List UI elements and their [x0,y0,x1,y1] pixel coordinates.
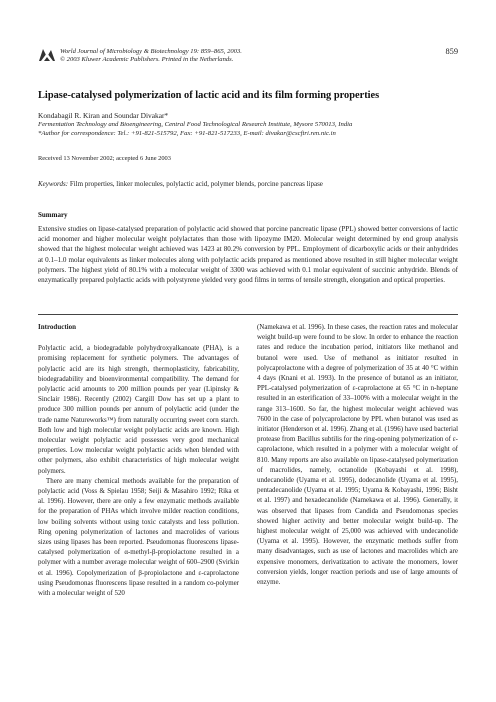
copyright-line: © 2003 Kluwer Academic Publishers. Printed in the Netherlands. [60,56,234,64]
page-number: 859 [445,47,458,56]
intro-paragraph: (Namekawa et al. 1996). In these cases, the reaction rates and molecular weight build-up were found to be slow. In order to enhance the reaction rates and reduce the incubation period, initiators like methanol and butanol were used. Use of methanol as initiator resulted in polycaprolactone with a degree of polymerization of 35 at 40 °C within 4 days (Knani et al. 1993). In the presence of butanol as an initiator, PPL-catalysed polymerization of ε-caprolactone at 65 °C in n-heptane resulted in an esterification of 33–100% with a molecular weight in the range 313–1600. So far, the highest molecular weight achieved was 7600 in the case of polycaprolactone by PPL when butanol was used as initiator (Henderson et al. 1996). Zhang et al. (1996) have used bacterial protease from Bacillus subtilis for the ring-opening polymerization of ε-caprolactone, which resulted in a polymer with a molecular weight of 810. Many reports are also available on lipase-catalysed polymerization of macrolides, namely, octanolide (Kobayashi et al. 1998), undecanolide (Uyama et al. 1995), dodecanolide (Uyama et al. 1995), pentadecanolide (Uyama et al. 1995; Uyama & Kobayashi, 1996; Bisht et al. 1997) and hexadecanolide (Namekawa et al. 1996). Generally, it was observed that lipases from Candida and Pseudomonas species showed higher activity and better molecular weight build-up. The highest molecular weight of 25,000 was achieved with undecanolide (Uyama et al. 1995). However, the enzymatic methods suffer from many disadvantages, such as use of lactones and macrolides which are expensive monomers, derivatization to activate the monomers, lower conversion yields, longer reaction periods and use of large amounts of enzyme. [257,323,458,587]
author-affiliation [38,121,468,138]
left-column [38,322,239,598]
journal-header [38,47,458,73]
intro-paragraph: Polylactic acid, a biodegradable polyhydroxyalkanoate (PHA), is a promising replacement for synthetic polymers. The advantages of polylactic acid are its high strength, thermoplasticity, fabricability, biodegradability and bioenvironmental compatibility. The demand for polylactic acid amounts to 200 million pounds per year (Lipinsky & Sinclair 1986). Recently (2002) Cargill Dow has set up a plant to produce 300 million pounds per annum of polylactic acid (under the trade name Natureworks™) from naturally occurring sweet corn starch. Both low and high molecular weight polylactic acids are known. High molecular weight polylactic acid possesses very good mechanical properties. Low molecular weight polylactic acids when blended with other polymers, also exhibit characteristics of high molecular weight polymers. [38,344,239,475]
summary-heading: Summary [38,211,68,219]
section-divider [38,314,458,315]
keywords-list: Film properties, linker molecules, polylactic acid, polymer blends, porcine pancreas lipase [69,180,323,188]
article-title: Lipase-catalysed polymerization of lactic acid and its film forming properties [38,90,380,101]
article-authors: Kondabagil R. Kiran and Soundar Divakar* [38,111,169,120]
correspondence-line: *Author for correspondence: Tel.: +91-821-515792, Fax: +91-821-517233, E-mail: divakar@cscftri.ren.nic.in [38,129,336,137]
right-column [257,322,458,587]
affiliation-line: Fermentation Technology and Bioengineering, Central Food Technological Research Institute, Mysore 570013, India [38,121,353,128]
keywords-label: Keywords: [38,180,69,188]
journal-citation [60,48,242,65]
keywords [38,180,458,188]
received-date: Received 13 November 2002; accepted 6 June 2003 [38,155,171,162]
publisher-logo-icon [38,47,56,63]
intro-paragraph: There are many chemical methods available for the preparation of polylactic acid (Voss & Spielau 1958; Seiji & Masahiro 1992; Rika et al. 1996). However, there are only a few enzymatic methods available for the preparation of PHAs which involve milder reaction conditions, low boiling solvents without using toxic catalysts and less pollution. Ring opening polymerization of lactones and macrolides of various sizes using lipases has been reported. Pseudomonas fluorescens lipase-catalysed polymerization of α-methyl-β-propiolactone resulted in a polymer with a number average molecular weight of 600–2900 (Svirkin et al. 1996). Copolymerization of β-propiolactone and ε-caprolactone using Pseudomonas fluorescens lipase resulted in a random co-polymer with a molecular weight of 520 [38,476,239,598]
summary-text: Extensive studies on lipase-catalysed preparation of polylactic acid showed that porcine pancreatic lipase (PPL) showed better conversions of lactic acid monomer and higher molecular weight polylactates than those with lipozyme IM20. Molecular weight determined by end group analysis showed that the highest molecular weight achieved was 1423 at 80.2% conversion by PPL. Employment of dicarboxylic acids or their anhydrides at 0.1–1.0 molar equivalents as linker molecules along with polylactic acids prepared as mentioned above resulted in still higher molecular weight polymers. The highest yield of 80.1% with a molecular weight of 3300 was achieved with 0.1 molar equivalent of succinic anhydride. Blends of enzymatically prepared polylactic acids with polystyrene yielded very good films in terms of tensile strength, elongation and optical properties. [38,225,458,285]
journal-line: World Journal of Microbiology & Biotechnology 19: 859–865, 2003. [60,48,242,55]
introduction-heading: Introduction [38,323,76,331]
